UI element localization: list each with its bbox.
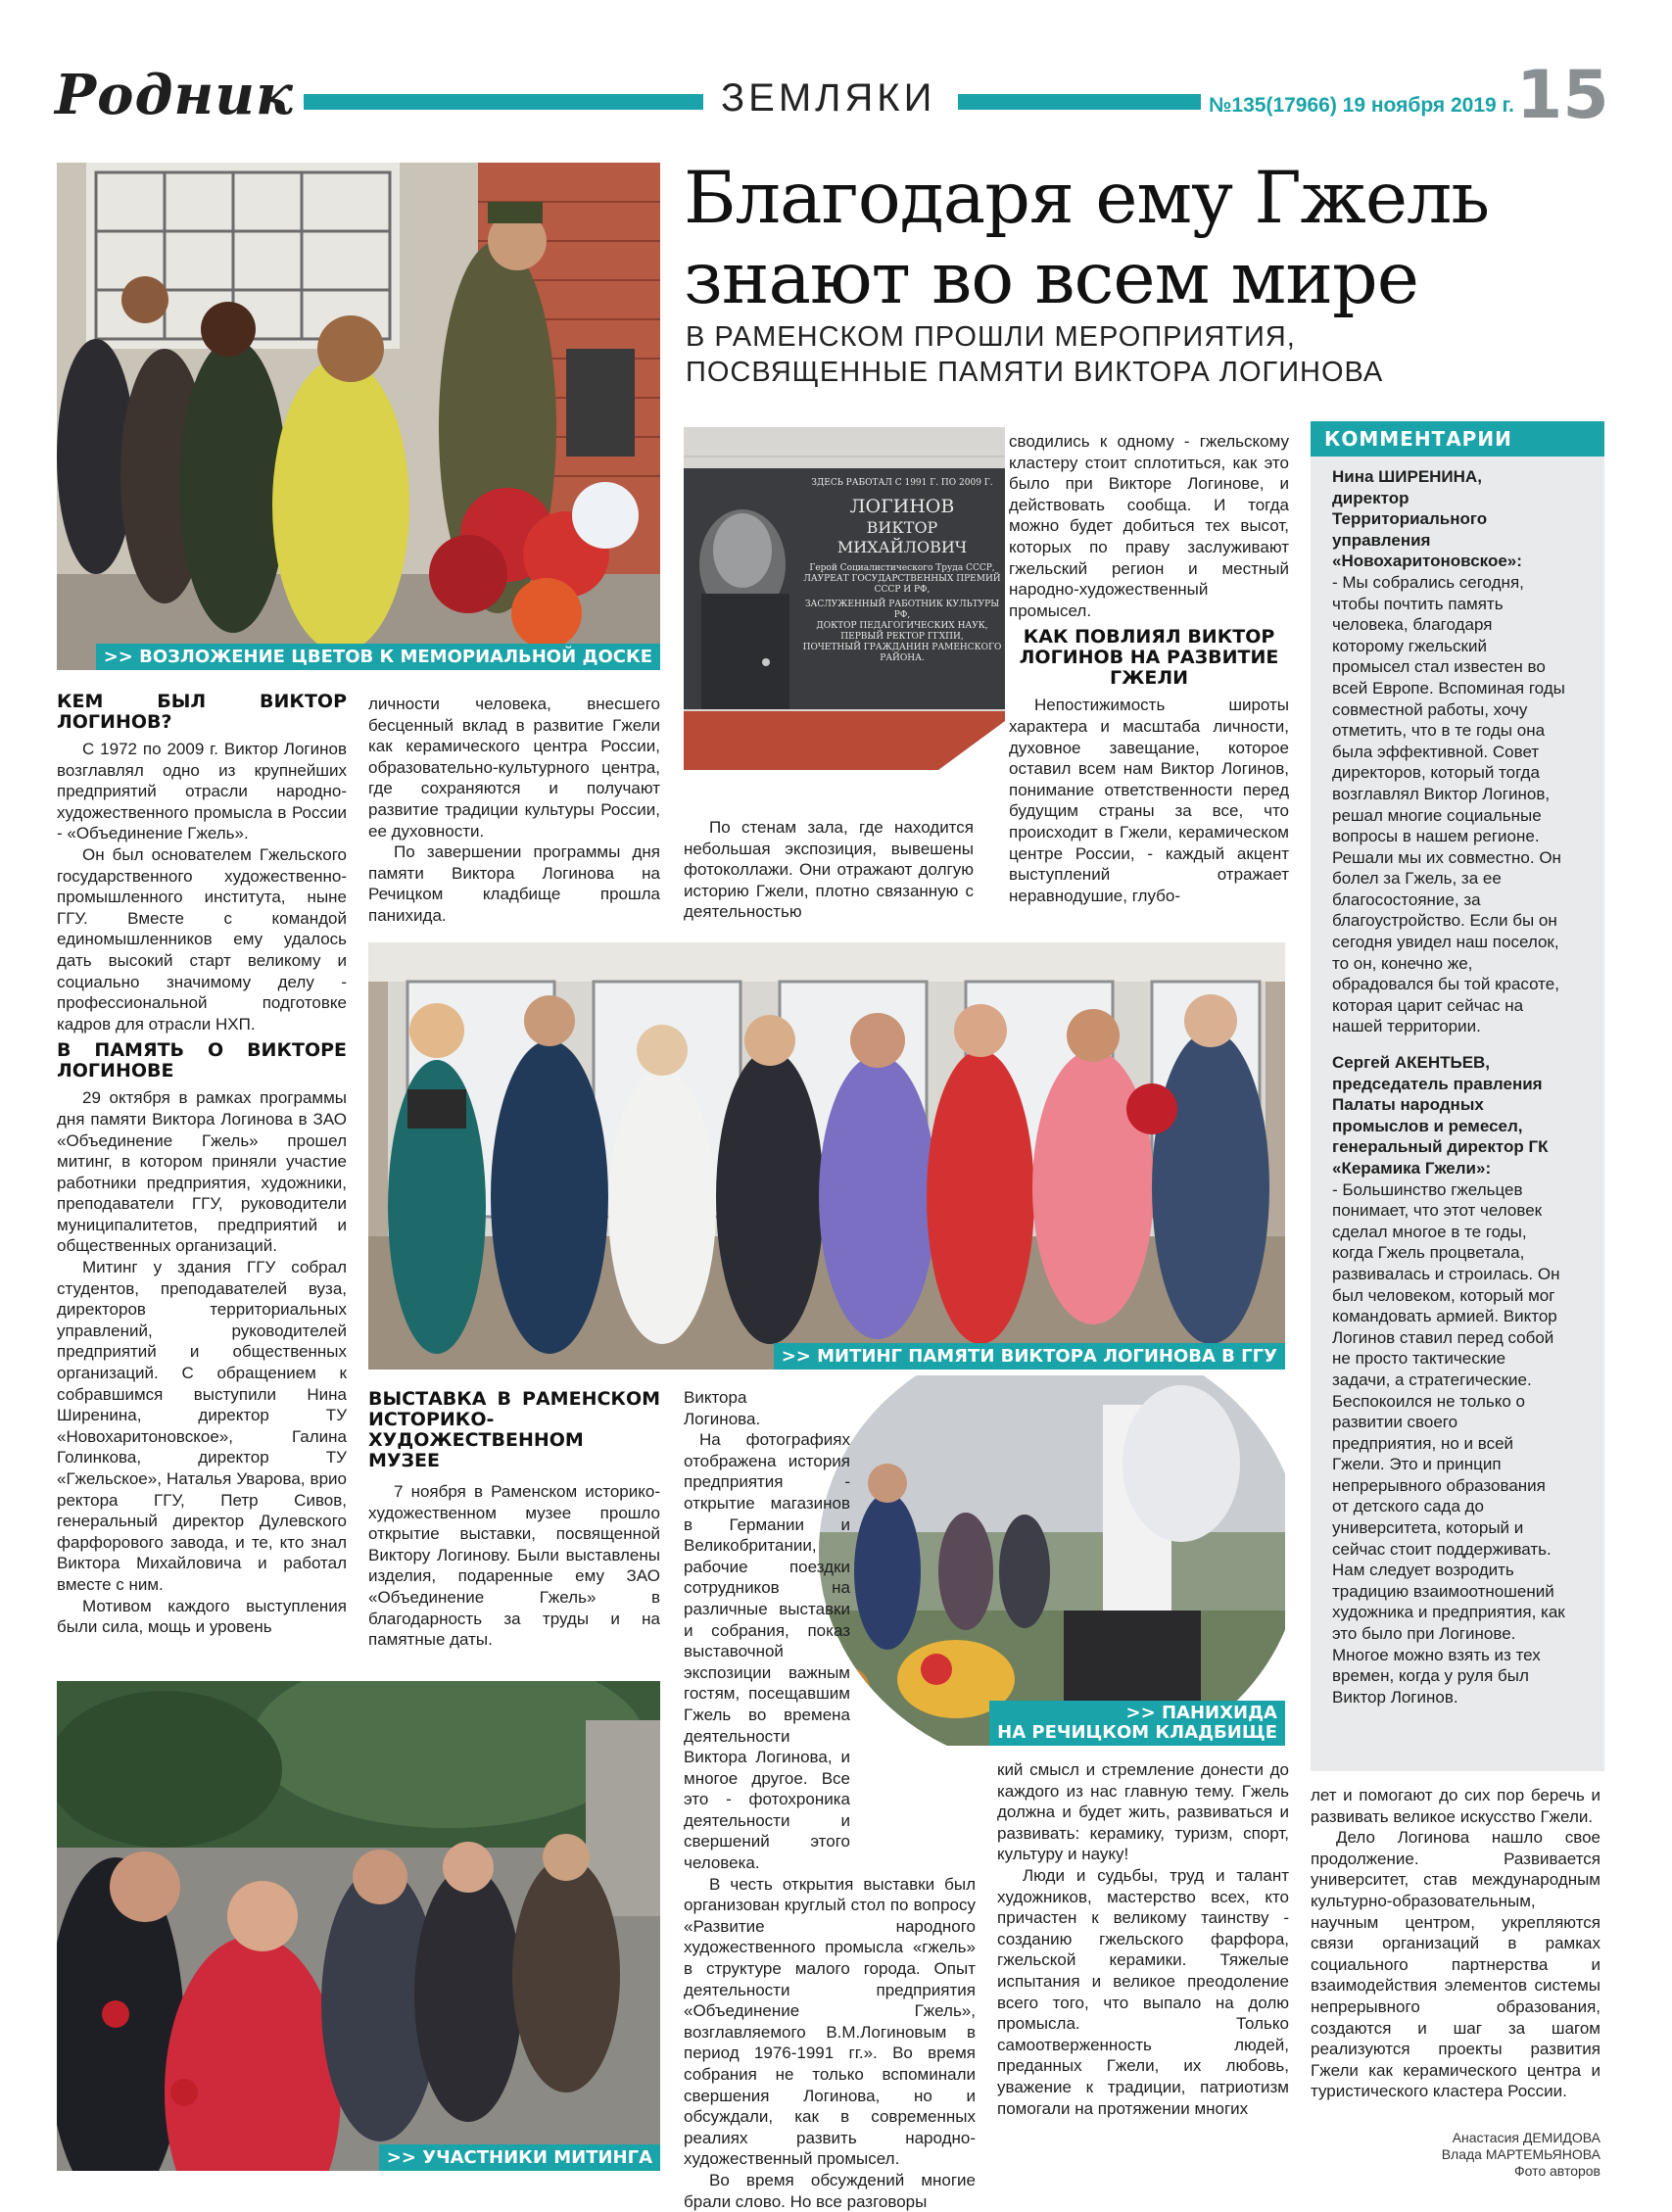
- column-photos: [684, 1387, 976, 2212]
- plaque-line-4: СССР И РФ,: [874, 585, 931, 595]
- page-number: 15: [1516, 57, 1609, 134]
- column-legacy: [1311, 1785, 1600, 2102]
- plaque-line-7: ПЕРВЫЙ РЕКТОР ГГХПИ,: [840, 632, 964, 642]
- photo-rally-image: [368, 942, 1285, 1370]
- photo-flowers-image: [57, 163, 660, 670]
- paragraph-12: Виктора Логинова.: [684, 1388, 761, 1428]
- paragraph-2: Он был основателем Гжельского государственного художественно-промышленного института, ныне ГГУ. Вместе с командой единомышленников ему удалось дать высокий старт великому и социально значимому делу - профессиональной подготовке кадров для отрасли НХП.: [57, 844, 347, 1034]
- section-rubric: ЗЕМЛЯКИ: [721, 76, 936, 120]
- heading-memory: В ПАМЯТЬ О ВИКТОРЕ ЛОГИНОВЕ: [57, 1039, 347, 1082]
- paragraph-7: По завершении программы дня памяти Виктора Логинова на Речицком кладбище прошла панихида.: [368, 842, 660, 925]
- comment-1-text: - Мы собрались сегодня, чтобы почтить память человека, благодаря которому гжельский промысел стал известен во всей Европе. Вспоминая годы совместной работы, хочу отметить, что в те годы она была эффективной. Совет директоров, который тогда возглавлял Виктор Логинов, решал многие социальные вопросы в нашем регионе. Решали мы их совместно. Он болел за Гжель, за ее благосостояние, за благоустройство. Если бы он сегодня увидел наш поселок, то он, конечно же, обрадовался бы той красоте, которая царит сейчас на нашей территории.: [1332, 572, 1565, 1036]
- headline-line-1: Благодаря ему Гжель: [684, 157, 1490, 240]
- heading-who-was: КЕМ БЫЛ ВИКТОР ЛОГИНОВ?: [57, 691, 347, 733]
- comment-2-text: - Большинство гжельцев понимает, что этот человек сделал многое в те годы, когда Гжель процветала, развивалась и строилась. Он был человеком, который мог командовать армией. Виктор Логинов ставил перед собой не просто тактические задачи, а стратегические. Беспокоился не только о развитии своего предприятия, но и всей Гжели. Это и принцип непрерывного образования от детского сада до университета, который и сейчас стоит поддерживать. Нам следует возродить традицию взаимоотношений художника и предприятия, как это было при Логинове. Многое можно взять из тех времен, когда у руля был Виктор Логинов.: [1332, 1179, 1565, 1707]
- plaque-line-5: ЗАСЛУЖЕННЫЙ РАБОТНИК КУЛЬТУРЫ РФ,: [804, 600, 1000, 620]
- column-personality: [368, 694, 660, 927]
- caption-participants: >> УЧАСТНИКИ МИТИНГА: [379, 2144, 660, 2171]
- commenter-2-role: председатель правления Палаты народных промыслов и ремесел, генеральный директор ГК «Керамика Гжели»:: [1332, 1074, 1549, 1178]
- commenter-1-name: Нина ШИРЕНИНА,: [1332, 467, 1482, 486]
- paragraph-5: Мотивом каждого выступления были сила, мощь и уровень: [57, 1596, 347, 1637]
- paragraph-10: Непостижимость широты характера и масштаба личности, духовное завещание, которое оставил всем нам Виктор Логинов, понимание ответственности перед будущим страны за все, что происходит в Гжели, керамическом центре России, - каждый акцент выступлений отражает неравнодушие, глубо-: [1009, 696, 1289, 905]
- caption-cemetery-line-2: НА РЕЧИЦКОМ КЛАДБИЩЕ: [997, 1722, 1277, 1743]
- caption-rally: >> МИТИНГ ПАМЯТИ ВИКТОРА ЛОГИНОВА В ГГУ: [774, 1343, 1285, 1370]
- plaque-line-2: Герой Социалистического Труда СССР,: [809, 563, 995, 573]
- comment-shirenina: [1332, 466, 1565, 1037]
- paragraph-16: кий смысл и стремление донести до каждого из нас главную тему. Гжель должна и будет жить, развиваться и развивать: керамику, туризм, спорт, культуру и науку!: [997, 1760, 1289, 1864]
- subtitle-line-1: В РАМЕНСКОМ ПРОШЛИ МЕРОПРИЯТИЯ,: [686, 321, 1296, 353]
- comments-sidebar: [1311, 421, 1604, 1771]
- paragraph-17: Люди и судьбы, труд и талант художников, мастерство всех, кто причастен к великому таинству - созданию гжельского фарфора, гжельской керамики. Тяжелые испытания и великое преодоление всего того, что выпало на долю промысла. Только самоотверженность людей, преданных Гжели, их любовь, уважение к традиции, патриотизм помогали на протяжении многих: [997, 1865, 1289, 2118]
- paragraph-3: 29 октября в рамках программы дня памяти Виктора Логинова в ЗАО «Объединение Гжель» прошел митинг, в котором приняли участие работники предприятия, художники, преподаватели ГГУ, руководители муниципалитетов, предприятий и общественных организаций.: [57, 1088, 347, 1256]
- plaque-line-8: ПОЧЕТНЫЙ ГРАЖДАНИН РАМЕНСКОГО: [802, 643, 1002, 652]
- issue-date: №135(17966) 19 ноября 2019 г.: [1201, 94, 1522, 118]
- heading-influence: КАК ПОВЛИЯЛ ВИКТОР ЛОГИНОВ НА РАЗВИТИЕ ГЖЕЛИ: [1019, 626, 1279, 690]
- paragraph-8: По стенам зала, где находится небольшая экспозиция, вывешены фотоколлажи. Они отражают долгую историю Гжели, плотно связанную с деятельностью: [684, 818, 974, 922]
- comment-akentyev: [1332, 1052, 1565, 1707]
- newspaper-logo: Родник: [55, 63, 304, 127]
- column-people-and-fates: [997, 1759, 1289, 2119]
- paragraph-4: Митинг у здания ГГУ собрал студентов, преподавателей вуза, директоров территориальных управлений, руководителей предприятий и общественных организаций. С обращением к собравшимся выступили Нина Ширенина, директор ТУ «Новохаритоновское», Галина Голинкова, директор ТУ «Гжельское», Наталья Уварова, врио ректора ГГУ, Петр Сивов, генеральный директор Дулевского фарфорового завода, и те, кто знал Виктора Михайловича и работал вместе с ним.: [57, 1258, 347, 1594]
- heading-exhibition: ВЫСТАВКА В РАМЕНСКОМ ИСТОРИКО-ХУДОЖЕСТВЕННОМ МУЗЕЕ: [368, 1388, 660, 1471]
- caption-cemetery-line-1: >> ПАНИХИДА: [1125, 1703, 1277, 1723]
- caption-flowers: >> ВОЗЛОЖЕНИЕ ЦВЕТОВ К МЕМОРИАЛЬНОЙ ДОСКЕ: [96, 644, 660, 670]
- photo-credit: Фото авторов: [1513, 2163, 1600, 2179]
- paragraph-6: личности человека, внесшего бесценный вклад в развитие Гжели как керамического центра России, образовательно-культурного центра, где сохраняются и получают развитие традиции культуры России, ее духовности.: [368, 695, 660, 841]
- photo-participants-image: [57, 1681, 660, 2171]
- commenter-2-name: Сергей АКЕНТЬЕВ,: [1332, 1053, 1491, 1072]
- paragraph-14: В честь открытия выставки был организован круглый стол по вопросу «Развитие народного художественного промысла «гжель» в структуре малого города. Опыт деятельности предприятия «Объединение Гжель», возглавляемого В.М.Логиновым в период 1976-1991 гг.». Во время собрания не только вспоминали свершения Логинова, но и обсуждали, как в современных реалиях развить народно-художественный промысел.: [684, 1874, 976, 2169]
- photo-participants: [57, 1681, 660, 2171]
- column-cluster: [1009, 431, 1289, 906]
- paragraph-9: сводились к одному - гжельскому кластеру стоит сплотиться, как это было при Викторе Логинове, и действовать сообща. И тогда можно будет добиться тех высот, которых по праву заслуживают гжельский регион и местный народно-художественный промысел.: [1009, 432, 1289, 620]
- column-who-was: [57, 686, 347, 1638]
- paragraph-13: На фотографиях отображена история предприятия - открытие магазинов в Германии и Великобритании, рабочие поездки сотрудников на различные выставки и собрания, показ выставочной экспозиции важным гостям, посещавшим Гжель во времена деятельности Виктора Логинова, и многое другое. Все это - фотохроника деятельности и свершений этого человека.: [684, 1430, 850, 1873]
- plaque-line-3: ЛАУРЕАТ ГОСУДАРСТВЕННЫХ ПРЕМИЙ: [803, 574, 1001, 584]
- caption-cemetery: [989, 1701, 1285, 1746]
- plaque-line-6: ДОКТОР ПЕДАГОГИЧЕСКИХ НАУК,: [816, 621, 988, 631]
- column-exhibition-walls: [684, 817, 974, 923]
- subtitle-line-2: ПОСВЯЩЕННЫЕ ПАМЯТИ ВИКТОРА ЛОГИНОВА: [686, 357, 1384, 388]
- paragraph-19: Дело Логинова нашло свое продолжение. Развивается университет, став международным культурно-образовательным, научным центром, укрепляются связи организаций в рамках социального партнерства и взаимодействия элементов системы непрерывного образования, создаются и шаг за шагом реализуются проекты развития Гжели как керамического центра и туристического кластера России.: [1311, 1828, 1600, 2101]
- photo-memorial-plaque: [684, 427, 1005, 770]
- paragraph-15: Во время обсуждений многие брали слово. Но все разговоры: [684, 2170, 976, 2211]
- plaque-name: ВИКТОР МИХАЙЛОВИЧ: [836, 518, 968, 556]
- plaque-line-9: РАЙОНА.: [880, 653, 925, 663]
- comments-title: КОММЕНТАРИИ: [1311, 421, 1604, 457]
- byline: [1352, 2130, 1600, 2180]
- photo-rally: [368, 942, 1285, 1370]
- author-2: Влада МАРТЕМЬЯНОВА: [1441, 2146, 1600, 2162]
- author-1: Анастасия ДЕМИДОВА: [1452, 2130, 1600, 2145]
- paragraph-11: 7 ноября в Раменском историко-художественном музее прошло открытие выставки, посвященной Виктору Логинову. Были выставлены изделия, подаренные ему ЗАО «Объединение Гжель» в благодарность за труды и на памятные даты.: [368, 1482, 660, 1650]
- headline-line-2: знают во всем мире: [684, 237, 1418, 320]
- plaque-line-1: ЗДЕСЬ РАБОТАЛ С 1991 Г. ПО 2009 Г.: [811, 478, 993, 488]
- commenter-1-role: директор Территориального управления «Новохаритоновское»:: [1332, 488, 1522, 571]
- paragraph-1: С 1972 по 2009 г. Виктор Логинов возглавлял одно из крупнейших предприятий отрасли народно-художественного промысла в России - «Объединение Гжель».: [57, 740, 347, 843]
- column-exhibition: [368, 1383, 660, 1651]
- paragraph-18: лет и помогают до сих пор беречь и развивать великое искусство Гжели.: [1311, 1786, 1600, 1826]
- photo-flowers-memorial: [57, 163, 660, 670]
- plaque-surname: ЛОГИНОВ: [849, 496, 955, 517]
